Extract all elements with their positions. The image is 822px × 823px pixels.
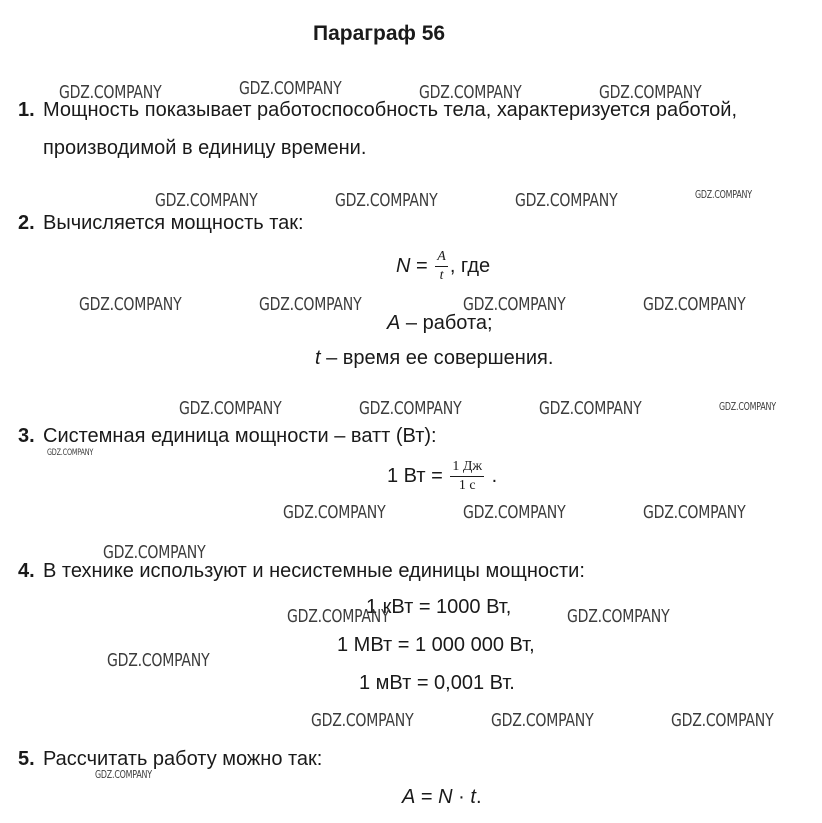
watermark: GDZ.COMPANY — [515, 190, 618, 211]
watt-fraction-numerator: 1 Дж — [450, 460, 484, 477]
watermark: GDZ.COMPANY — [643, 502, 746, 523]
work-formula-dot: · — [452, 786, 471, 808]
watermark: GDZ.COMPANY — [179, 398, 282, 419]
watermark: GDZ.COMPANY — [79, 294, 182, 315]
definition-a — [387, 312, 493, 335]
power-formula — [396, 250, 490, 283]
watermark: GDZ.COMPANY — [155, 190, 258, 211]
power-fraction — [435, 250, 448, 283]
watermark: GDZ.COMPANY — [287, 606, 390, 627]
watermark: GDZ.COMPANY — [719, 400, 776, 413]
item-2-number: 2. — [18, 212, 35, 234]
unit-kw: 1 кВт = 1000 Вт, — [366, 596, 512, 618]
power-fraction-denominator: t — [439, 268, 444, 283]
definition-a-symbol: A — [387, 312, 401, 334]
item-1-line-2: производимой в единицу времени. — [43, 137, 367, 159]
watermark: GDZ.COMPANY — [239, 78, 342, 99]
watermark: GDZ.COMPANY — [643, 294, 746, 315]
work-formula-end: . — [475, 786, 482, 808]
watermark: GDZ.COMPANY — [59, 82, 162, 103]
watermark: GDZ.COMPANY — [359, 398, 462, 419]
unit-milliwatt: 1 мВт = 0,001 Вт. — [359, 672, 515, 694]
work-formula-n: N — [438, 786, 453, 808]
definition-t — [315, 347, 553, 370]
watermark: GDZ.COMPANY — [671, 710, 774, 731]
watermark: GDZ.COMPANY — [463, 502, 566, 523]
item-4-line-1: В технике используют и несистемные единицы мощности: — [43, 560, 585, 582]
power-fraction-numerator: A — [435, 250, 448, 267]
watermark: GDZ.COMPANY — [103, 542, 206, 563]
watermark: GDZ.COMPANY — [259, 294, 362, 315]
watermark: GDZ.COMPANY — [335, 190, 438, 211]
unit-mw: 1 МВт = 1 000 000 Вт, — [337, 634, 535, 656]
watermark: GDZ.COMPANY — [283, 502, 386, 523]
item-1-number: 1. — [18, 99, 35, 121]
power-formula-eq: = — [410, 254, 434, 277]
page-title: Параграф 56 — [313, 22, 446, 45]
power-formula-suffix: , где — [449, 254, 491, 277]
item-3-number: 3. — [18, 425, 35, 447]
watermark: GDZ.COMPANY — [539, 398, 642, 419]
watermark: GDZ.COMPANY — [463, 294, 566, 315]
item-2-line-1: Вычисляется мощность так: — [43, 212, 304, 234]
power-formula-lhs: N — [396, 254, 411, 277]
watermark: GDZ.COMPANY — [419, 82, 522, 103]
work-formula-eq: = — [415, 786, 439, 808]
item-1-line-1: Мощность показывает работоспособность тела, характеризуется работой, — [43, 99, 738, 121]
watt-formula-lhs: 1 Вт = — [387, 464, 449, 487]
item-3-line-1: Системная единица мощности – ватт (Вт): — [43, 425, 437, 447]
item-4-number: 4. — [18, 560, 35, 582]
watermark: GDZ.COMPANY — [311, 710, 414, 731]
definition-t-symbol: t — [315, 347, 321, 369]
item-5-line-1: Рассчитать работу можно так: — [43, 748, 323, 770]
work-formula-a: A — [402, 786, 416, 808]
watermark: GDZ.COMPANY — [695, 188, 752, 201]
work-formula-t: t — [470, 786, 476, 808]
watermark: GDZ.COMPANY — [95, 768, 152, 781]
watermark: GDZ.COMPANY — [47, 448, 94, 458]
watermark: GDZ.COMPANY — [567, 606, 670, 627]
definition-t-text: – время ее совершения. — [320, 347, 554, 369]
watt-formula-suffix: . — [486, 464, 498, 487]
watermark: GDZ.COMPANY — [599, 82, 702, 103]
item-5-number: 5. — [18, 748, 35, 770]
watermark: GDZ.COMPANY — [107, 650, 210, 671]
watt-fraction-denominator: 1 с — [458, 478, 476, 493]
watt-formula — [387, 460, 497, 493]
definition-a-text: – работа; — [400, 312, 493, 334]
watt-fraction — [450, 460, 484, 493]
watermark: GDZ.COMPANY — [491, 710, 594, 731]
work-formula — [402, 786, 482, 809]
